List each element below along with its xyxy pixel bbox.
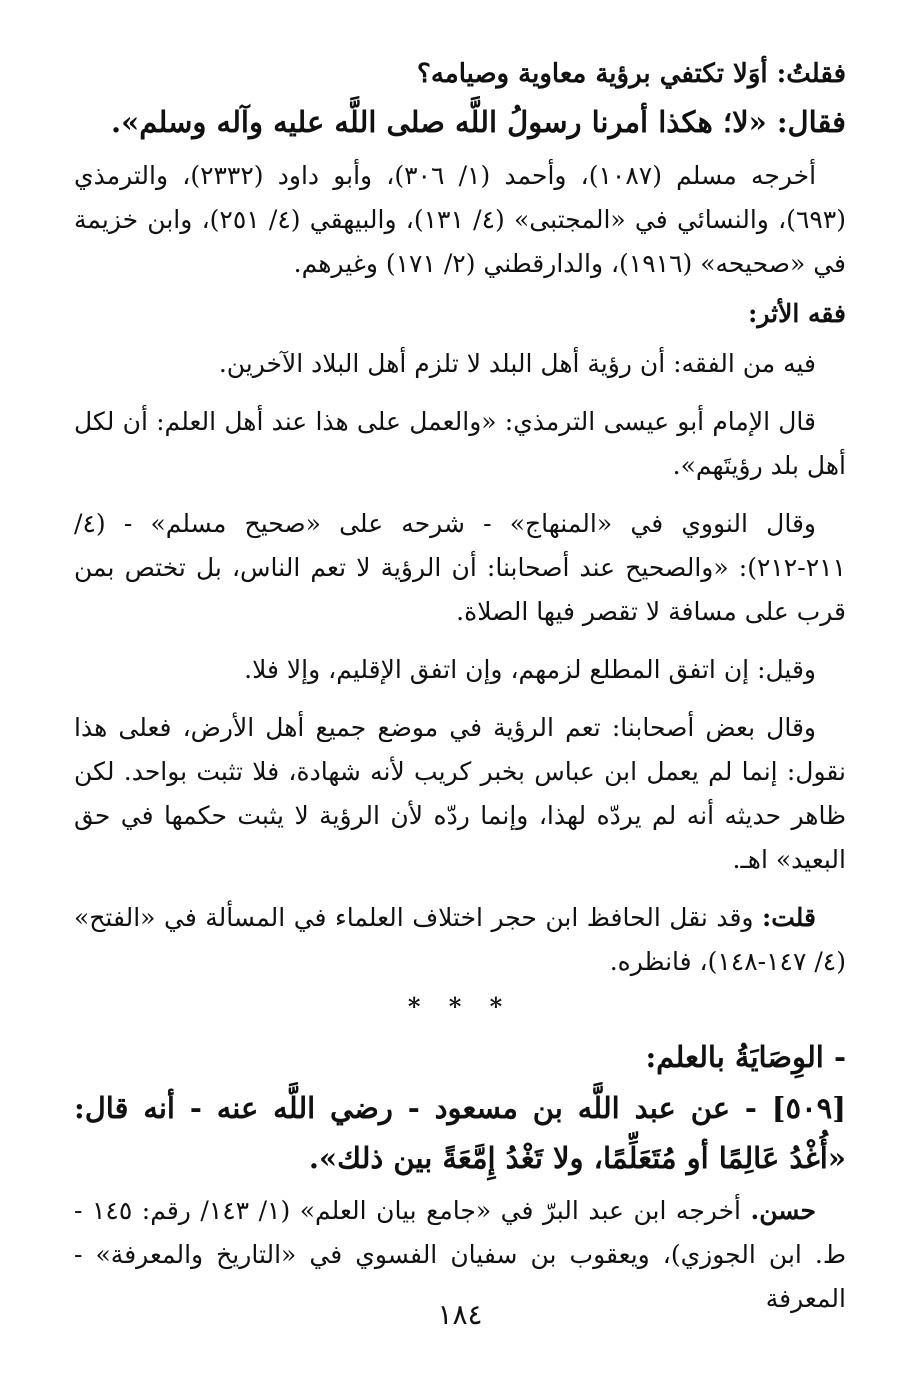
section-heading: - الوِصَايَةُ بالعلم: [645, 1040, 846, 1074]
takhrij-paragraph: أخرجه مسلم (١٠٨٧)، وأحمد (١/ ٣٠٦)، وأبو داود (٢٣٣٢)، والترمذي (٦٩٣)، والنسائي في «المجتبى» (٤/ ١٣١)، والبيهقي (٤/ ٢٥١)، وابن خزيمة في «صحيحه» (١٩١٦)، والدارقطني (٢/ ١٧١) وغيرهم. [74, 161, 846, 278]
paragraph-5: وقال بعض أصحابنا: تعم الرؤية في موضع جميع أهل الأرض، فعلى هذا نقول: إنما لم يعمل ابن عباس بخبر كريب لأنه شهادة، فلا تثبت بواحد. لكن ظاهر حديثه أنه لم يردّه لهذا، وإنما ردّه لأن الرؤية لا يثبت حكمها في حق البعيد» اهـ. [74, 713, 846, 874]
hadith-text: [٥٠٩] - عن عبد اللَّه بن مسعود - رضي اللَّه عنه - أنه قال: «أُغْدُ عَالِمًا أو مُتَعَلِّمًا، ولا تَغْدُ إِمَّعَةً بين ذلك». [74, 1091, 846, 1175]
section-separator: * * * [407, 992, 513, 1021]
fiqh-heading: فقه الأثر: [748, 299, 846, 328]
qultu-label: قلت: [761, 903, 816, 932]
paragraph-1: فيه من الفقه: أن رؤية أهل البلد لا تلزم أهل البلاد الآخرين. [218, 349, 816, 378]
paragraph-6-text: وقد نقل الحافظ ابن حجر اختلاف العلماء في المسألة في «الفتح» (٤/ ١٤٧-١٤٨)، فانظره. [74, 903, 846, 976]
page-number: ١٨٤ [437, 1298, 483, 1331]
paragraph-4: وقيل: إن اتفق المطلع لزمهم، وإن اتفق الإقليم، وإلا فلا. [244, 655, 816, 684]
paragraph-3: وقال النووي في «المنهاج» - شرحه على «صحيح مسلم» - (٤/ ٢١١-٢١٢): «والصحيح عند أصحابنا: أن الرؤية لا تعم الناس، بل تختص بمن قرب على مسافة لا تقصر فيها الصلاة. [74, 509, 846, 626]
question-line: فقلتُ: أوَلا تكتفي برؤية معاوية وصيامه؟ [417, 59, 846, 89]
paragraph-6 [74, 896, 846, 984]
grade-text: أخرجه ابن عبد البرّ في «جامع بيان العلم» (١/ ١٤٣/ رقم: ١٤٥ - ط. ابن الجوزي)، ويعقوب بن سفيان الفسوي في «التاريخ والمعرفة» - المعرفة [74, 1196, 846, 1313]
grade-label: حسن. [750, 1196, 816, 1225]
paragraph-2: قال الإمام أبو عيسى الترمذي: «والعمل على هذا عند أهل العلم: أن لكل أهل بلد رؤيتَهم». [74, 407, 846, 480]
answer-line: فقال: «لا؛ هكذا أمرنا رسولُ اللَّه صلى اللَّه عليه وآله وسلم». [111, 105, 846, 139]
